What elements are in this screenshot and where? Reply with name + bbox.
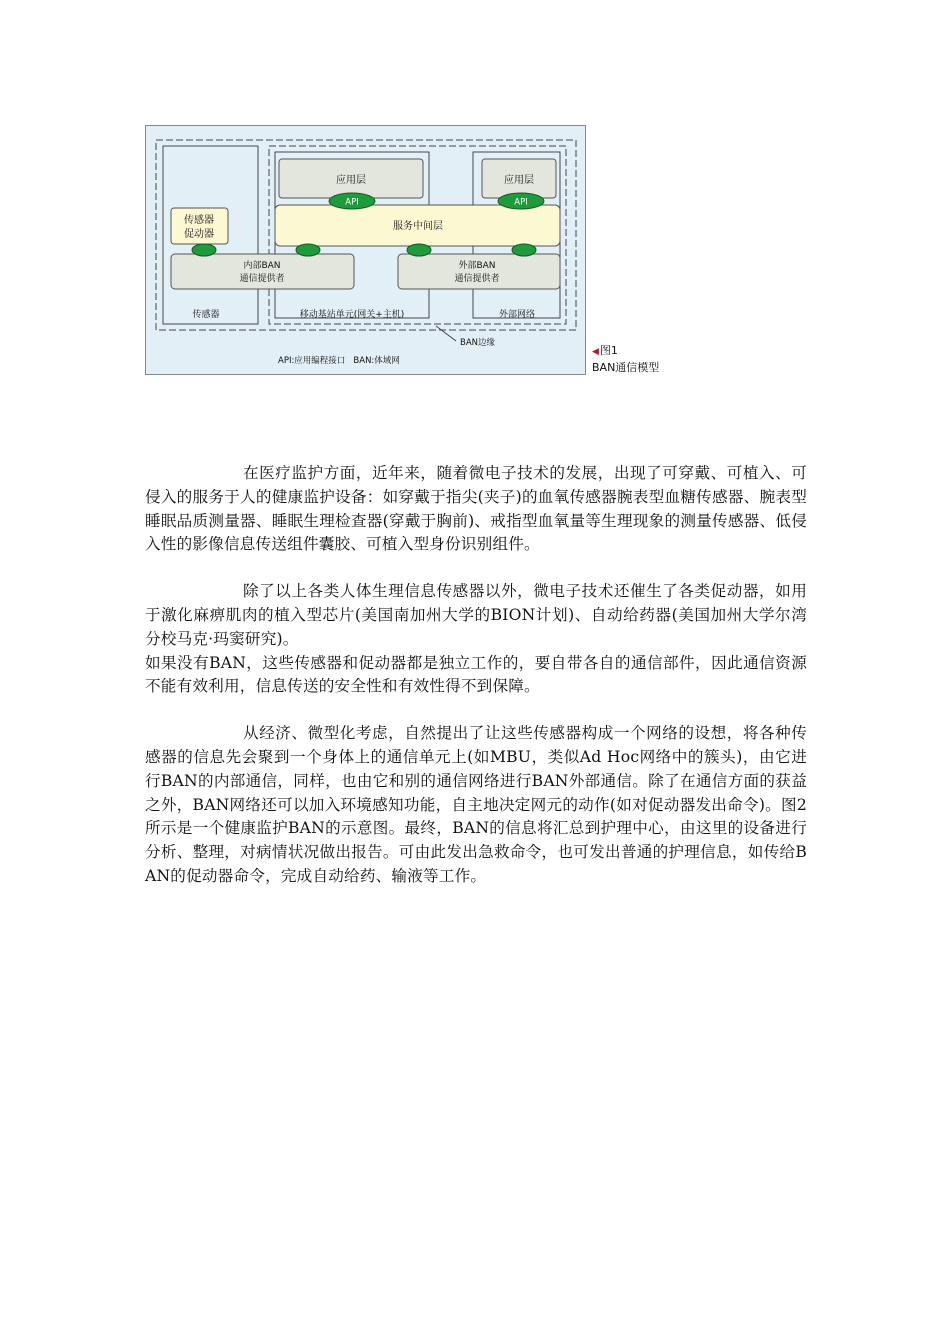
api-right-label: API [514,197,528,208]
article-body [145,462,807,889]
outer-ban-label-1: 外部BAN [458,261,496,271]
figure-legend: API:应用编程接口 BAN:体域网 [278,356,400,366]
ban-communication-figure [145,125,586,375]
paragraph-1: 在医疗监护方面，近年来，随着微电子技术的发展，出现了可穿戴、可植入、可侵入的服务于人的健康监护设备：如穿戴于指尖(夹子)的血氧传感器腕表型血糖传感器、腕表型睡眠品质测量器、睡眠生理检查器(穿戴于胸前)、戒指型血氧量等生理现象的测量传感器、低侵入性的影像信息传送组件囊胶、可植入型身份识别组件。 [145,464,807,554]
connector-outer-ban-right [512,244,536,256]
figure-caption [592,343,659,375]
inner-ban-label-2: 通信提供者 [239,274,285,284]
ban-diagram [146,126,587,376]
app-layer-left-label: 应用层 [336,175,366,186]
ban-edge-pointer [436,326,456,341]
paragraph-4: 从经济、微型化考虑，自然提出了让这些传感器构成一个网络的设想，将各种传感器的信息先会聚到一个身体上的通信单元上(如MBU，类似Ad Hoc网络中的簇头)，由它进行BAN的内部通信，同样，也由它和别的通信网络进行BAN外部通信。除了在通信方面的获益之外，BAN网络还可以加入环境感知功能，自主地决定网元的动作(如对促动器发出命令)。图2所示是一个健康监护BAN的示意图。最终，BAN的信息将汇总到护理中心，由这里的设备进行分析、整理，对病情状况做出报告。可由此发出急救命令，也可发出普通的护理信息，如传给BAN的促动器命令，完成自动给药、输液等工作。 [145,724,807,885]
connector-sensor [192,244,216,256]
caption-arrow-icon: ◀ [592,347,599,357]
inner-ban-label-1: 内部BAN [243,261,281,271]
outer-ban-label-2: 通信提供者 [454,274,500,284]
paragraph-2: 除了以上各类人体生理信息传感器以外，微电子技术还催生了各类促动器，如用于激化麻痹肌肉的植入型芯片(美国南加州大学的BION计划)、自动给药器(美国加州大学尔湾分校马克·玛窦研究)。 [145,582,807,648]
caption-line-1 [592,343,659,360]
caption-title: BAN通信模型 [592,361,660,374]
region-sensor-label: 传感器 [192,310,220,320]
api-left-label: API [345,197,359,208]
caption-label: 图1 [599,344,618,357]
connector-outer-ban-left [407,244,431,256]
app-layer-right-label: 应用层 [504,175,534,186]
connector-inner-ban [296,244,320,256]
paragraph-3: 如果没有BAN，这些传感器和促动器都是独立工作的，要自带各自的通信部件，因此通信资源不能有效利用，信息传送的安全性和有效性得不到保障。 [145,653,807,696]
region-external-label: 外部网络 [498,310,536,320]
region-mobile-unit-label: 移动基站单元(网关+主机) [299,310,405,320]
sensor-box-label-2: 促动器 [184,229,214,240]
sensor-box-label-1: 传感器 [184,215,214,226]
ban-edge-label: BAN边缘 [460,338,496,348]
middleware-label: 服务中间层 [393,221,443,232]
